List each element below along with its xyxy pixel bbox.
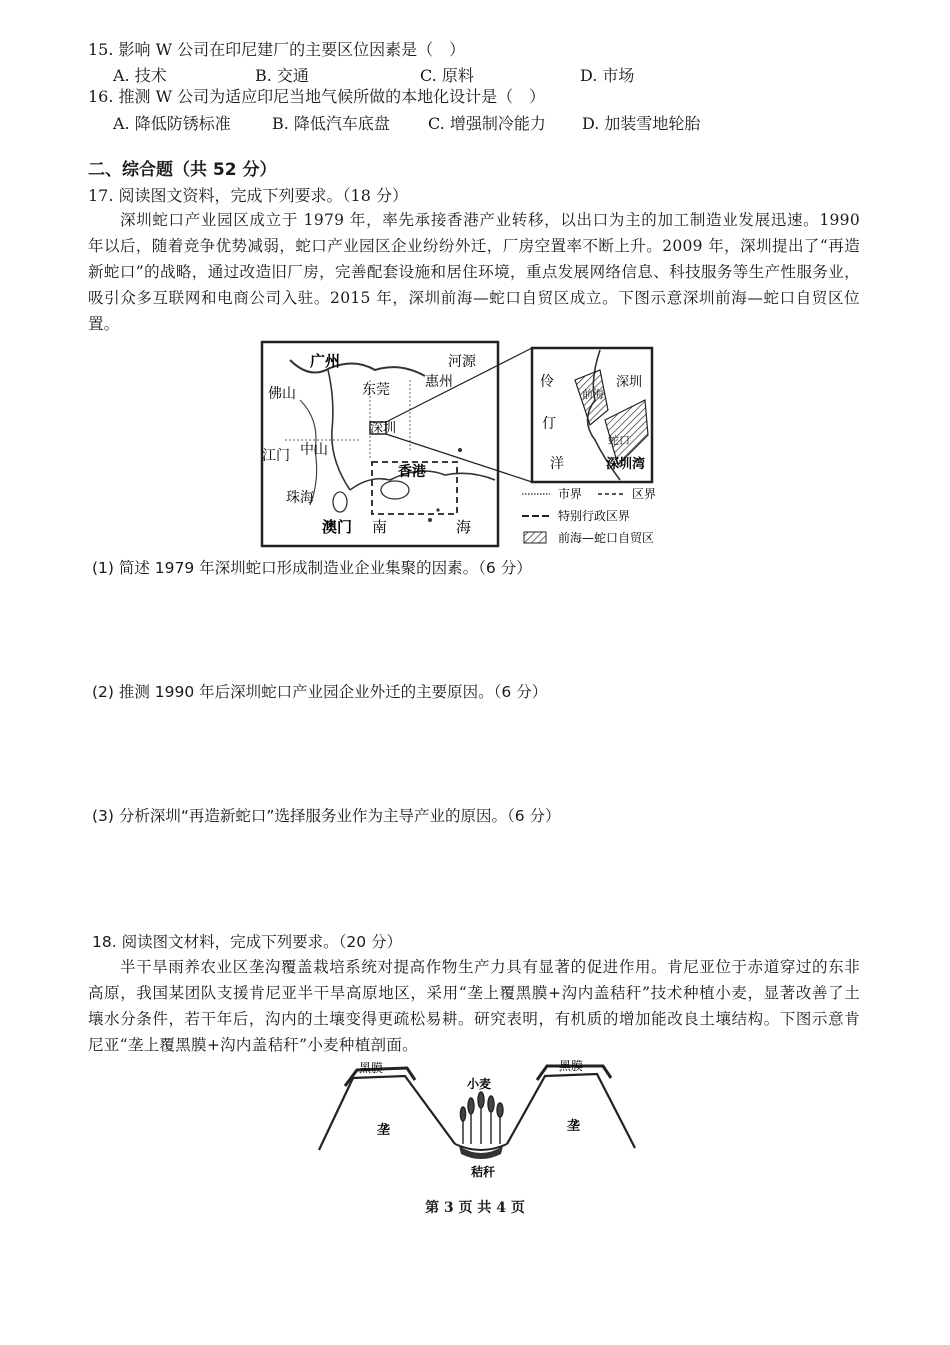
q18-material: 半干旱雨养农业区垄沟覆盖栽培系统对提高作物生产力具有显著的促进作用。肯尼亚位于赤道穿过的东非高原，我国某团队支援肯尼亚半干旱高原地区，采用“垄上覆黑膜+沟内盖秸秆”技术种植小麦，显著改善了土壤水分条件，若干年后，沟内的土壤变得更疏松易耕。研究表明，有机质的增加能改良土壤结构。下图示意肯尼亚“垄上覆黑膜+沟内盖秸秆”小麦种植剖面。: [88, 958, 860, 1054]
legend-district-boundary: 区界: [632, 487, 657, 501]
q18-profile-diagram: [315, 1058, 645, 1183]
inset-label-yang: 洋: [550, 456, 564, 472]
map-label-guangzhou: 广州: [310, 352, 341, 370]
inset-label-ding: 仃: [542, 416, 556, 432]
q15-option-a: A. 技术: [113, 66, 167, 85]
q16-option-a: A. 降低防锈标准: [113, 114, 231, 133]
map-label-foshan: 佛山: [268, 386, 296, 402]
map-label-nan: 南: [372, 518, 388, 536]
diagram-label-ridge-right: 垄: [567, 1119, 581, 1134]
map-label-dongguan: 东莞: [362, 382, 390, 398]
inset-label-qianhai: 前海: [582, 388, 604, 401]
q16-option-d: D. 加装雪地轮胎: [582, 114, 701, 133]
q15-stem: 15. 影响 W 公司在印尼建厂的主要区位因素是（ ）: [88, 40, 466, 59]
q15-option-c: C. 原料: [420, 66, 474, 85]
legend-city-boundary: 市界: [558, 487, 583, 501]
inset-label-shekou: 蛇口: [608, 434, 630, 447]
map-label-jiangmen: 江门: [262, 448, 290, 464]
diagram-label-straw: 秸秆: [471, 1165, 496, 1179]
q17-sub1: (1) 简述 1979 年深圳蛇口形成制造业企业集聚的因素。（6 分）: [92, 559, 532, 577]
q17-location-map: [260, 340, 680, 548]
q16-option-c: C. 增强制冷能力: [428, 114, 546, 133]
map-label-heyuan: 河源: [448, 354, 476, 370]
diagram-label-film-right: 黑膜: [559, 1059, 584, 1073]
inset-label-shenzhenwan: 深圳湾: [606, 457, 646, 472]
q17-stem: 17. 阅读图文资料，完成下列要求。（18 分）: [88, 186, 408, 205]
map-label-hongkong: 香港: [398, 464, 426, 480]
map-label-macau: 澳门: [322, 518, 353, 536]
page-number: 第 3 页 共 4 页: [425, 1200, 525, 1216]
diagram-label-film-left: 黑膜: [359, 1061, 384, 1075]
inset-label-ling: 伶: [540, 374, 554, 390]
diagram-label-wheat: 小麦: [467, 1077, 492, 1091]
legend-ftz: 前海—蛇口自贸区: [558, 531, 655, 545]
q16-stem: 16. 推测 W 公司为适应印尼当地气候所做的本地化设计是（ ）: [88, 87, 546, 106]
map-label-shenzhen: 深圳: [370, 421, 397, 436]
q17-sub3: (3) 分析深圳“再造新蛇口”选择服务业作为主导产业的原因。（6 分）: [92, 807, 561, 825]
q17-material: 深圳蛇口产业园区成立于 1979 年，率先承接香港产业转移，以出口为主的加工制造业发展迅速。1990 年以后，随着竞争优势减弱，蛇口产业园区企业纷纷外迁，厂房空置率不断上升。2009 年，深圳提出了“再造新蛇口”的战略，通过改造旧厂房，完善配套设施和居住环境，重点发展网络信息、科技服务等生产性服务业，吸引众多互联网和电商公司入驻。2015 年，深圳前海—蛇口自贸区成立。下图示意深圳前海—蛇口自贸区位置。: [88, 211, 860, 333]
map-label-huizhou: 惠州: [425, 374, 453, 390]
inset-label-shenzhen: 深圳: [616, 375, 643, 390]
map-label-zhuhai: 珠海: [286, 490, 314, 506]
map-label-hai: 海: [456, 518, 472, 536]
diagram-label-ridge-left: 垄: [377, 1123, 391, 1138]
q18-stem: 18. 阅读图文材料，完成下列要求。（20 分）: [92, 933, 402, 951]
q15-option-d: D. 市场: [580, 66, 635, 85]
map-label-zhongshan: 中山: [300, 442, 328, 458]
q17-sub2: (2) 推测 1990 年后深圳蛇口产业园企业外迁的主要原因。（6 分）: [92, 683, 548, 701]
section-title: 二、综合题（共 52 分）: [88, 160, 277, 180]
q16-option-b: B. 降低汽车底盘: [272, 114, 390, 133]
q15-option-b: B. 交通: [255, 66, 309, 85]
legend-sar-boundary: 特别行政区界: [558, 509, 631, 523]
